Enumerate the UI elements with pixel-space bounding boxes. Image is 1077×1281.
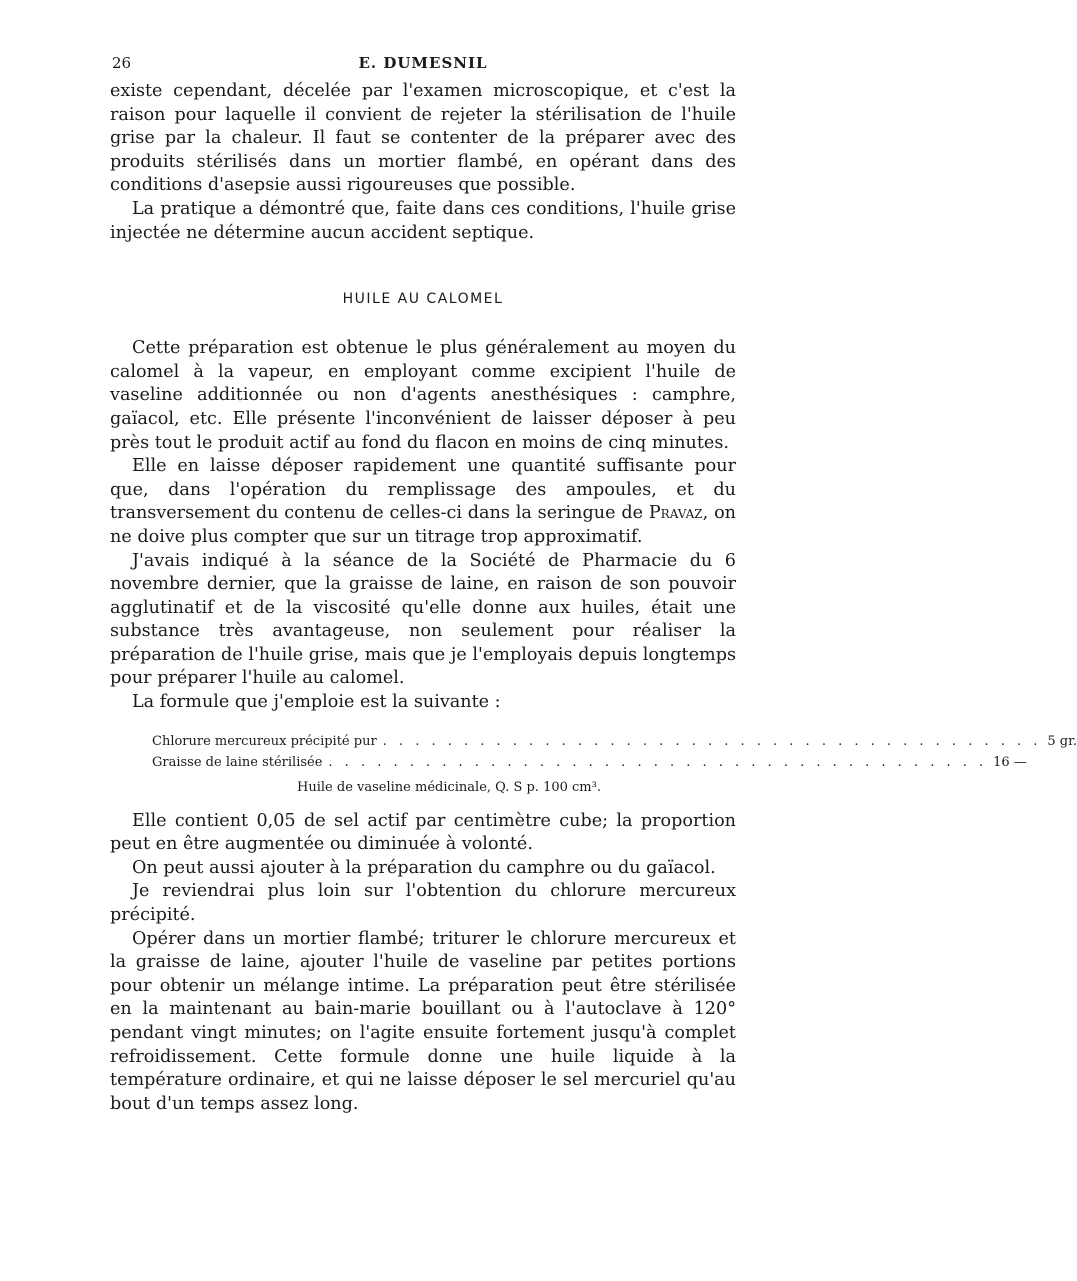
formula-row: [152, 752, 1027, 773]
leader-dots: . . . . . . . . . . . . . . . . . . . . . . . . . . . . . . . . . . . . . . . . .: [328, 754, 988, 770]
running-head: [110, 52, 736, 80]
formula-vehicle-note: Huile de vaseline médicinale, Q. S p. 100 cm³.: [297, 779, 601, 795]
paragraph-deposit: [110, 455, 736, 549]
deposit-text-after: , on ne doive plus compter que sur un titrage trop approximatif.: [110, 503, 737, 547]
section-heading: HUILE AU CALOMEL: [342, 291, 504, 308]
formula-row: [152, 731, 1077, 752]
formula-quantity: 5 gr.: [1047, 733, 1077, 749]
paragraph-content: Elle contient 0,05 de sel actif par centimètre cube; la proportion peut en être augmentée ou diminuée à volonté.: [110, 810, 736, 855]
paragraph-preparation: Cette préparation est obtenue le plus généralement au moyen du calomel à la vapeur, en employant comme excipient l'huile de vaseline additionnée ou non d'agents anesthésiques : camphre, gaïacol, etc. Elle présente l'inconvénient de laisser déposer à peu près tout le produit actif au fond du flacon en moins de cinq minutes.: [110, 338, 736, 453]
formula-ingredient: Chlorure mercureux précipité pur: [152, 733, 377, 749]
paragraph-lanolin: J'avais indiqué à la séance de la Société de Pharmacie du 6 novembre dernier, que la graisse de laine, en raison de son pouvoir agglutinatif et de la viscosité qu'elle donne aux huiles, était une substance très avantageuse, non seulement pour réaliser la préparation de l'huile grise, mais que je l'employais depuis longtemps pour préparer l'huile au calomel.: [110, 550, 736, 689]
paragraph-continued: existe cependant, décelée par l'examen microscopique, et c'est la raison pour laquelle il convient de rejeter la stérilisation de l'huile grise par la chaleur. Il faut se contenter de la préparer avec des produits stérilisés dans un mortier flambé, en opérant dans des conditions d'asepsie aussi rigoureuses que possible.: [110, 81, 736, 196]
formula-ingredient: Graisse de laine stérilisée: [152, 754, 323, 770]
paragraph-septic: La pratique a démontré que, faite dans ces conditions, l'huile grise injectée ne détermine aucun accident septique.: [110, 198, 736, 243]
page-number: 26: [112, 54, 132, 72]
running-title: E. DUMESNIL: [358, 54, 488, 72]
paragraph-formula-intro: La formule que j'emploie est la suivante :: [132, 692, 501, 713]
formula-quantity: 16 —: [993, 754, 1027, 770]
paragraph-procedure: Opérer dans un mortier flambé; triturer le chlorure mercureux et la graisse de laine, ajouter l'huile de vaseline par petites portions pour obtenir un mélange intime. La préparation peut être stérilisée en la maintenant au bain-marie bouillant ou à l'autoclave à 120° pendant vingt minutes; on l'agite ensuite fortement jusqu'à complet refroidissement. Cette formule donne une huile liquide à la température ordinaire, et qui ne laisse déposer le sel mercuriel qu'au bout d'un temps assez long.: [110, 928, 736, 1114]
document-page: [110, 52, 1077, 1116]
deposit-text-before: Elle en laisse déposer rapidement une quantité suffisante pour que, dans l'opération du remplissage des ampoules, et du transversement du contenu de celles-ci dans la seringue de: [110, 456, 736, 524]
paragraph-additions: On peut aussi ajouter à la préparation du camphre ou du gaïacol.: [132, 857, 716, 878]
pravaz-name: Pravaz: [648, 503, 703, 524]
paragraph-later: Je reviendrai plus loin sur l'obtention du chlorure mercureux précipité.: [110, 881, 736, 926]
formula-block: [110, 731, 1077, 798]
leader-dots: . . . . . . . . . . . . . . . . . . . . . . . . . . . . . . . . . . . . . . . . .: [382, 733, 1042, 749]
